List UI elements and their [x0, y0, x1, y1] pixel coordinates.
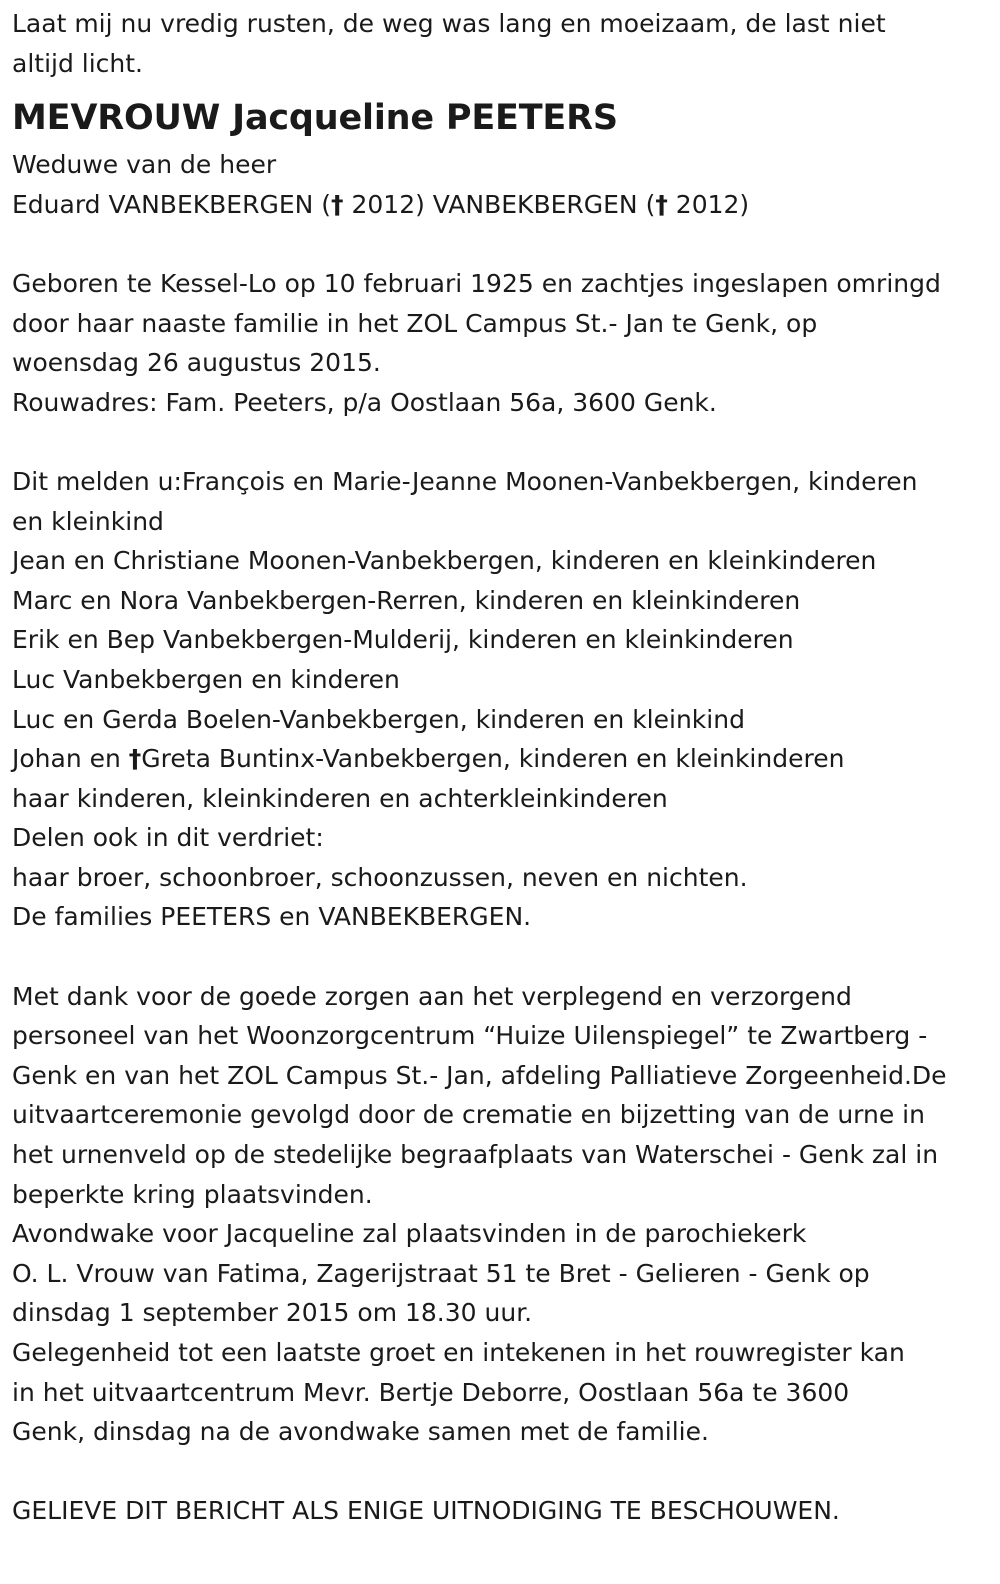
- announcer-line: haar broer, schoonbroer, schoonzussen, neven en nichten.: [12, 862, 748, 892]
- johan-suffix: Greta Buntinx-Vanbekbergen, kinderen en kleinkinderen: [141, 744, 845, 774]
- announcer-line: Dit melden u:François en Marie-Jeanne Moonen-Vanbekbergen, kinderen: [12, 466, 918, 496]
- thanks-line: Genk, dinsdag na de avondwake samen met de familie.: [12, 1417, 709, 1447]
- announcers-block: [12, 462, 988, 937]
- mourning-address: Rouwadres: Fam. Peeters, p/a Oostlaan 56a, 3600 Genk.: [12, 387, 717, 417]
- thanks-line: Gelegenheid tot een laatste groet en intekenen in het rouwregister kan: [12, 1338, 905, 1367]
- husband-prefix: Eduard VANBEKBERGEN (: [12, 189, 332, 219]
- spacer: [12, 224, 988, 264]
- thanks-line: dinsdag 1 september 2015 om 18.30 uur.: [12, 1298, 533, 1328]
- motto: [12, 4, 988, 83]
- thanks-line: Avondwake voor Jacqueline zal plaatsvinden in de parochiekerk: [12, 1219, 807, 1249]
- birth-death-line: woensdag 26 augustus 2015.: [12, 348, 381, 378]
- birth-death-line: Geboren te Kessel-Lo op 10 februari 1925 en zachtjes ingeslapen omringd: [12, 268, 941, 298]
- thanks-line: het urnenveld op de stedelijke begraafplaats van Waterschei - Genk zal in: [12, 1140, 939, 1170]
- thanks-block: [12, 977, 988, 1452]
- motto-line: altijd licht.: [12, 48, 144, 78]
- announcer-line: De families PEETERS en VANBEKBERGEN.: [12, 902, 532, 932]
- widow-block: [12, 145, 988, 224]
- husband-mid: 2012) VANBEKBERGEN (: [343, 189, 656, 219]
- cross-icon: †: [655, 189, 668, 219]
- spacer: [12, 937, 988, 977]
- thanks-line: beperkte kring plaatsvinden.: [12, 1179, 373, 1209]
- announcer-line: Luc Vanbekbergen en kinderen: [12, 664, 400, 694]
- birth-death-block: [12, 264, 988, 422]
- birth-death-line: door haar naaste familie in het ZOL Campus St.- Jan te Genk, op: [12, 308, 818, 338]
- thanks-line: Genk en van het ZOL Campus St.- Jan, afdeling Palliatieve Zorgeenheid.De: [12, 1060, 947, 1090]
- thanks-line: uitvaartceremonie gevolgd door de crematie en bijzetting van de urne in: [12, 1100, 925, 1130]
- spacer: [12, 422, 988, 462]
- husband-suffix: 2012): [667, 189, 750, 219]
- cross-icon: †: [331, 189, 344, 219]
- announcer-line: haar kinderen, kleinkinderen en achterkleinkinderen: [12, 783, 668, 813]
- spacer: [12, 1452, 988, 1492]
- johan-prefix: Johan en: [12, 744, 129, 774]
- widow-line: Weduwe van de heer: [12, 150, 277, 180]
- thanks-line: personeel van het Woonzorgcentrum “Huize Uilenspiegel” te Zwartberg -: [12, 1021, 928, 1051]
- closing-note: GELIEVE DIT BERICHT ALS ENIGE UITNODIGING TE BESCHOUWEN.: [12, 1496, 840, 1526]
- name-heading: MEVROUW Jacqueline PEETERS: [12, 98, 618, 139]
- announcer-line: Luc en Gerda Boelen-Vanbekbergen, kinderen en kleinkind: [12, 704, 745, 734]
- announcer-line: Marc en Nora Vanbekbergen-Rerren, kinderen en kleinkinderen: [12, 585, 801, 615]
- announcer-line: Jean en Christiane Moonen-Vanbekbergen, kinderen en kleinkinderen: [12, 546, 877, 576]
- announcer-line: Delen ook in dit verdriet:: [12, 823, 324, 853]
- husband-line: [12, 185, 988, 225]
- motto-line: Laat mij nu vredig rusten, de weg was lang en moeizaam, de last niet: [12, 9, 886, 38]
- cross-icon: †: [128, 744, 142, 774]
- thanks-line: in het uitvaartcentrum Mevr. Bertje Deborre, Oostlaan 56a te 3600: [12, 1377, 850, 1407]
- thanks-line: O. L. Vrouw van Fatima, Zagerijstraat 51 te Bret - Gelieren - Genk op: [12, 1258, 870, 1288]
- announcer-line: Erik en Bep Vanbekbergen-Mulderij, kinderen en kleinkinderen: [12, 625, 794, 655]
- announcer-line: en kleinkind: [12, 506, 164, 536]
- announcer-line: [12, 739, 988, 779]
- thanks-line: Met dank voor de goede zorgen aan het verplegend en verzorgend: [12, 981, 852, 1011]
